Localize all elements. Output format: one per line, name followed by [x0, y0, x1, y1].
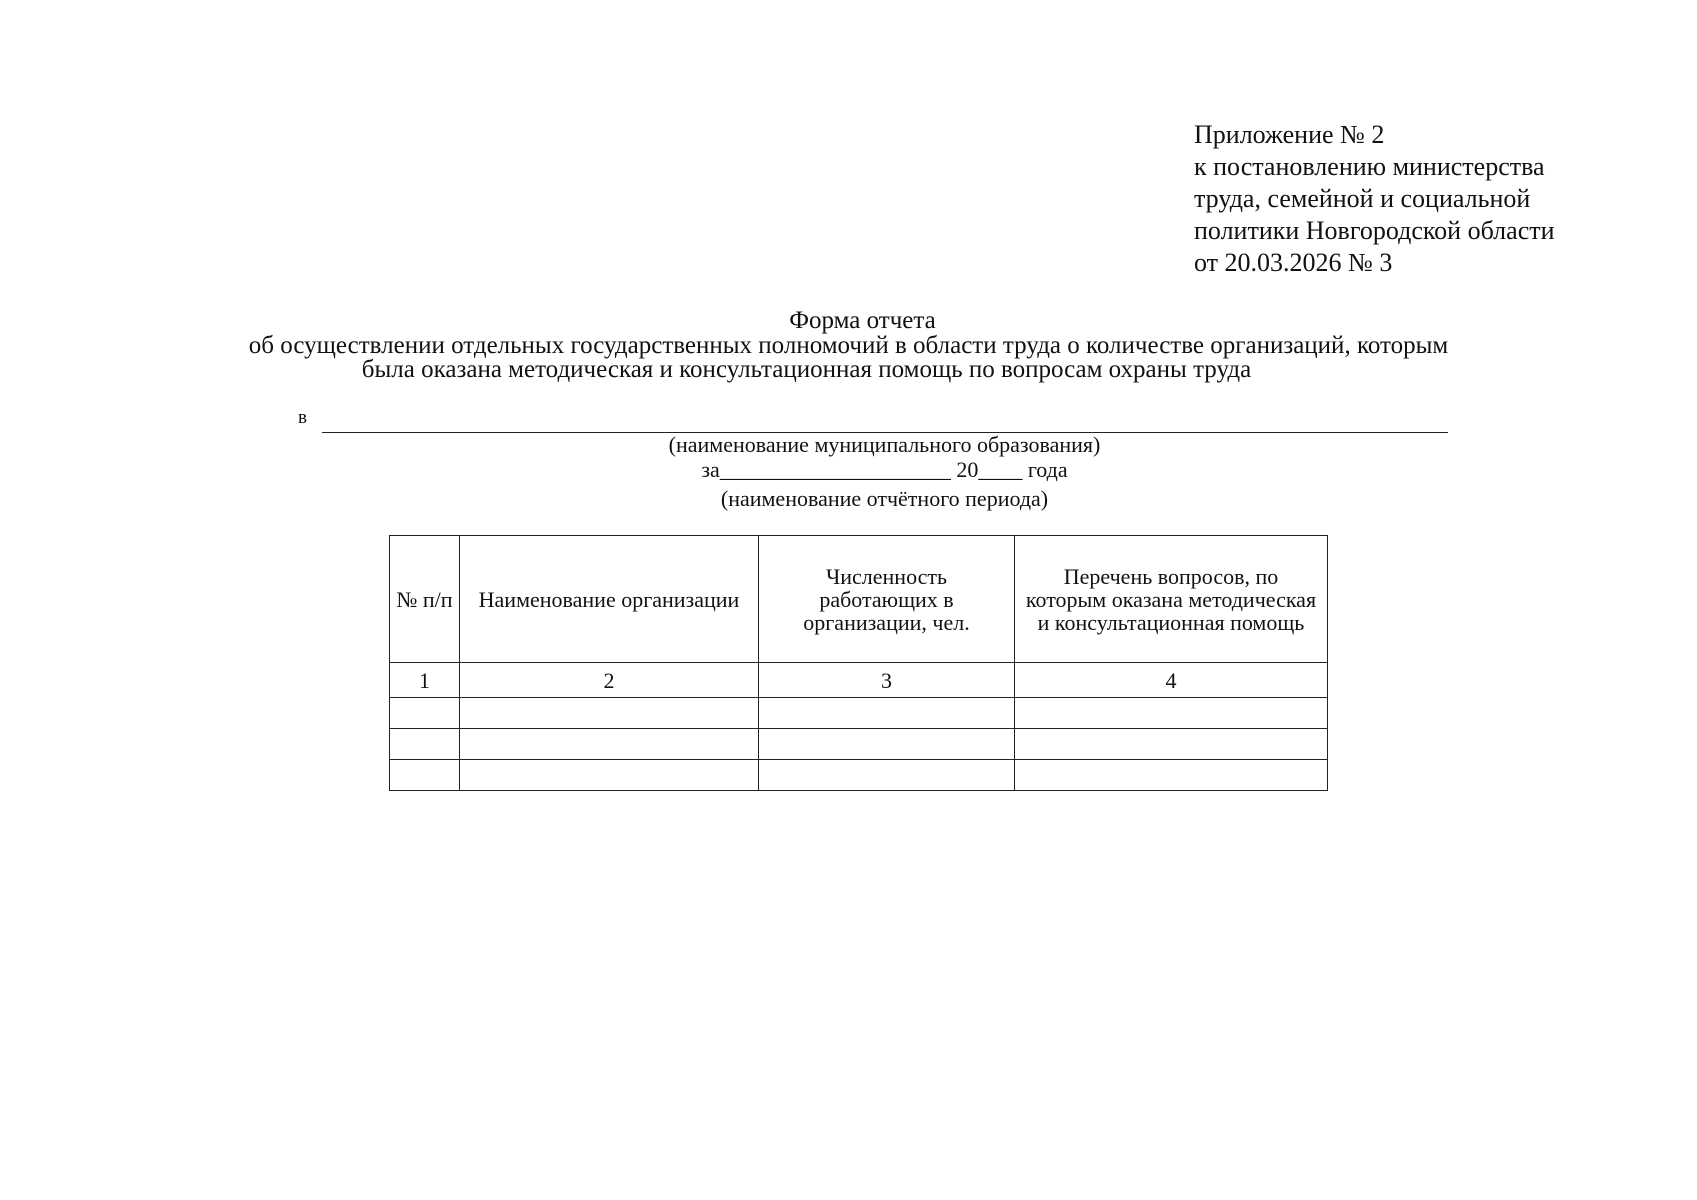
- appendix-line: к постановлению министерства: [1194, 152, 1545, 181]
- form-title: Форма отчета: [789, 307, 936, 334]
- appendix-line: от 20.03.2026 № 3: [1194, 248, 1393, 277]
- appendix-line: труда, семейной и социальной: [1194, 184, 1531, 213]
- table-cell[interactable]: [759, 760, 1015, 791]
- table-header-row: [390, 536, 1328, 663]
- column-number: 2: [460, 663, 759, 698]
- header-organization-name: Наименование организации: [460, 536, 759, 663]
- table-cell[interactable]: [759, 729, 1015, 760]
- period-line[interactable]: за_____________________ 20____ года: [701, 457, 1068, 482]
- table-cell[interactable]: [1015, 698, 1328, 729]
- header-employee-count: Численность работающих в организации, чел.: [759, 536, 1015, 663]
- form-subtitle-line-1: об осуществлении отдельных государственных полномочий в области труда о количестве организаций, которым: [248, 332, 1449, 359]
- form-subtitle-line-2: была оказана методическая и консультационная помощь по вопросам охраны труда: [361, 356, 1252, 383]
- table-row: [390, 760, 1328, 791]
- appendix-line: политики Новгородской области: [1194, 216, 1555, 245]
- column-number: 1: [390, 663, 460, 698]
- column-number: 4: [1015, 663, 1328, 698]
- table-cell[interactable]: [1015, 729, 1328, 760]
- table-cell[interactable]: [460, 729, 759, 760]
- table-cell[interactable]: [390, 760, 460, 791]
- table-cell[interactable]: [1015, 760, 1328, 791]
- municipality-caption: (наименование муниципального образования): [668, 432, 1101, 457]
- appendix-line: Приложение № 2: [1194, 120, 1385, 149]
- header-questions-list: Перечень вопросов, по которым оказана методическая и консультационная помощь: [1015, 536, 1328, 663]
- column-number-row: [390, 663, 1328, 698]
- table-cell[interactable]: [460, 760, 759, 791]
- appendix-block: [1194, 119, 1555, 279]
- table-cell[interactable]: [390, 698, 460, 729]
- column-number: 3: [759, 663, 1015, 698]
- table-cell[interactable]: [460, 698, 759, 729]
- municipality-prefix: в: [298, 407, 307, 428]
- table-cell[interactable]: [390, 729, 460, 760]
- table-row: [390, 729, 1328, 760]
- table-cell[interactable]: [759, 698, 1015, 729]
- period-caption: (наименование отчётного периода): [720, 486, 1049, 511]
- header-number: № п/п: [390, 536, 460, 663]
- report-table: [389, 535, 1328, 791]
- table-row: [390, 698, 1328, 729]
